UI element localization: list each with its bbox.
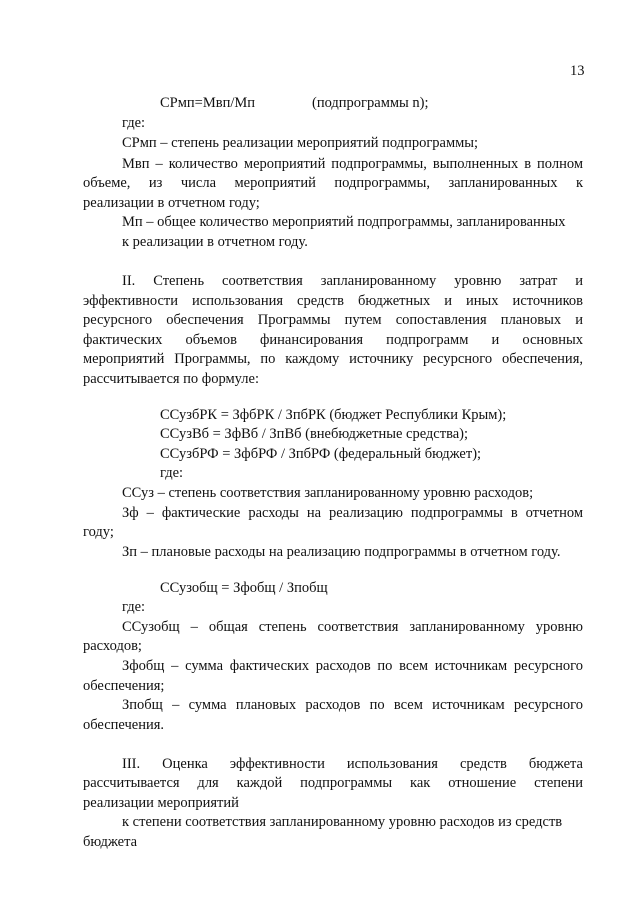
- where-label: где:: [122, 115, 146, 131]
- section-3-paragraph-line: к степени соответствия запланированному уровню расходов из средств: [122, 814, 563, 830]
- definition-ccuz: ССуз – степень соответствия запланированному уровню расходов;: [122, 485, 534, 501]
- where-label: где:: [122, 599, 146, 615]
- definition-ccuz-total-line: расходов;: [83, 638, 142, 654]
- section-3-paragraph-line: реализации мероприятий: [83, 795, 239, 811]
- where-label: где:: [160, 465, 184, 481]
- definition-zf-line: Зф – фактические расходы на реализацию подпрограммы в отчетном: [122, 505, 583, 521]
- definition-mp-line: Мп – общее количество мероприятий подпрограммы, запланированных: [122, 214, 566, 230]
- section-3-paragraph-line: бюджета: [83, 834, 138, 850]
- section-2-paragraph-line: ресурсного обеспечения Программы путем сопоставления плановых и: [83, 312, 583, 328]
- page-number: 13: [570, 63, 585, 79]
- formula-ccuz-rf: ССузбРФ = ЗфбРФ / ЗпбРФ (федеральный бюджет);: [160, 446, 482, 462]
- section-2-paragraph-line: рассчитывается по формуле:: [83, 371, 259, 387]
- definition-mvp-line: Мвп – количество мероприятий подпрограммы, выполненных в полном: [122, 156, 583, 172]
- definition-zf-total-line: обеспечения;: [83, 678, 165, 694]
- formula-srmp: СРмп=Мвп/Мп: [160, 95, 256, 111]
- section-2-paragraph-line: фактических объемов финансирования подпрограмм и основных: [83, 332, 583, 348]
- section-2-paragraph-line: эффективности использования средств бюджетных и иных источников: [83, 293, 583, 309]
- section-3-paragraph-line: III. Оценка эффективности использования средств бюджета: [122, 756, 583, 772]
- definition-zp-total-line: Зпобщ – сумма плановых расходов по всем источникам ресурсного: [122, 697, 583, 713]
- formula-srmp-note: (подпрограммы n);: [312, 95, 429, 111]
- definition-zp-total-line: обеспечения.: [83, 717, 165, 733]
- definition-srmp: СРмп – степень реализации мероприятий подпрограммы;: [122, 135, 479, 151]
- definition-zf-total-line: Зфобщ – сумма фактических расходов по всем источникам ресурсного: [122, 658, 583, 674]
- definition-mp-line: к реализации в отчетном году.: [122, 234, 308, 250]
- formula-ccuz-rk: ССузбРК = ЗфбРК / ЗпбРК (бюджет Республики Крым);: [160, 407, 507, 423]
- definition-zp: Зп – плановые расходы на реализацию подпрограммы в отчетном году.: [122, 544, 561, 560]
- section-2-paragraph-line: мероприятий Программы, по каждому источнику ресурсного обеспечения,: [83, 351, 583, 367]
- definition-mvp-line: реализации в отчетном году;: [83, 195, 260, 211]
- formula-ccuz-total: ССузобщ = Зфобщ / Зпобщ: [160, 580, 328, 596]
- section-3-paragraph-line: рассчитывается для каждой подпрограммы как отношение степени: [83, 775, 583, 791]
- definition-zf-line: году;: [83, 524, 114, 540]
- definition-ccuz-total-line: ССузобщ – общая степень соответствия запланированному уровню: [122, 619, 583, 635]
- definition-mvp-line: объеме, из числа мероприятий подпрограммы, запланированных к: [83, 175, 583, 191]
- formula-ccuz-vb: ССузВб = ЗфВб / ЗпВб (внебюджетные средства);: [160, 426, 469, 442]
- section-2-paragraph-line: II. Степень соответствия запланированному уровню затрат и: [122, 273, 583, 289]
